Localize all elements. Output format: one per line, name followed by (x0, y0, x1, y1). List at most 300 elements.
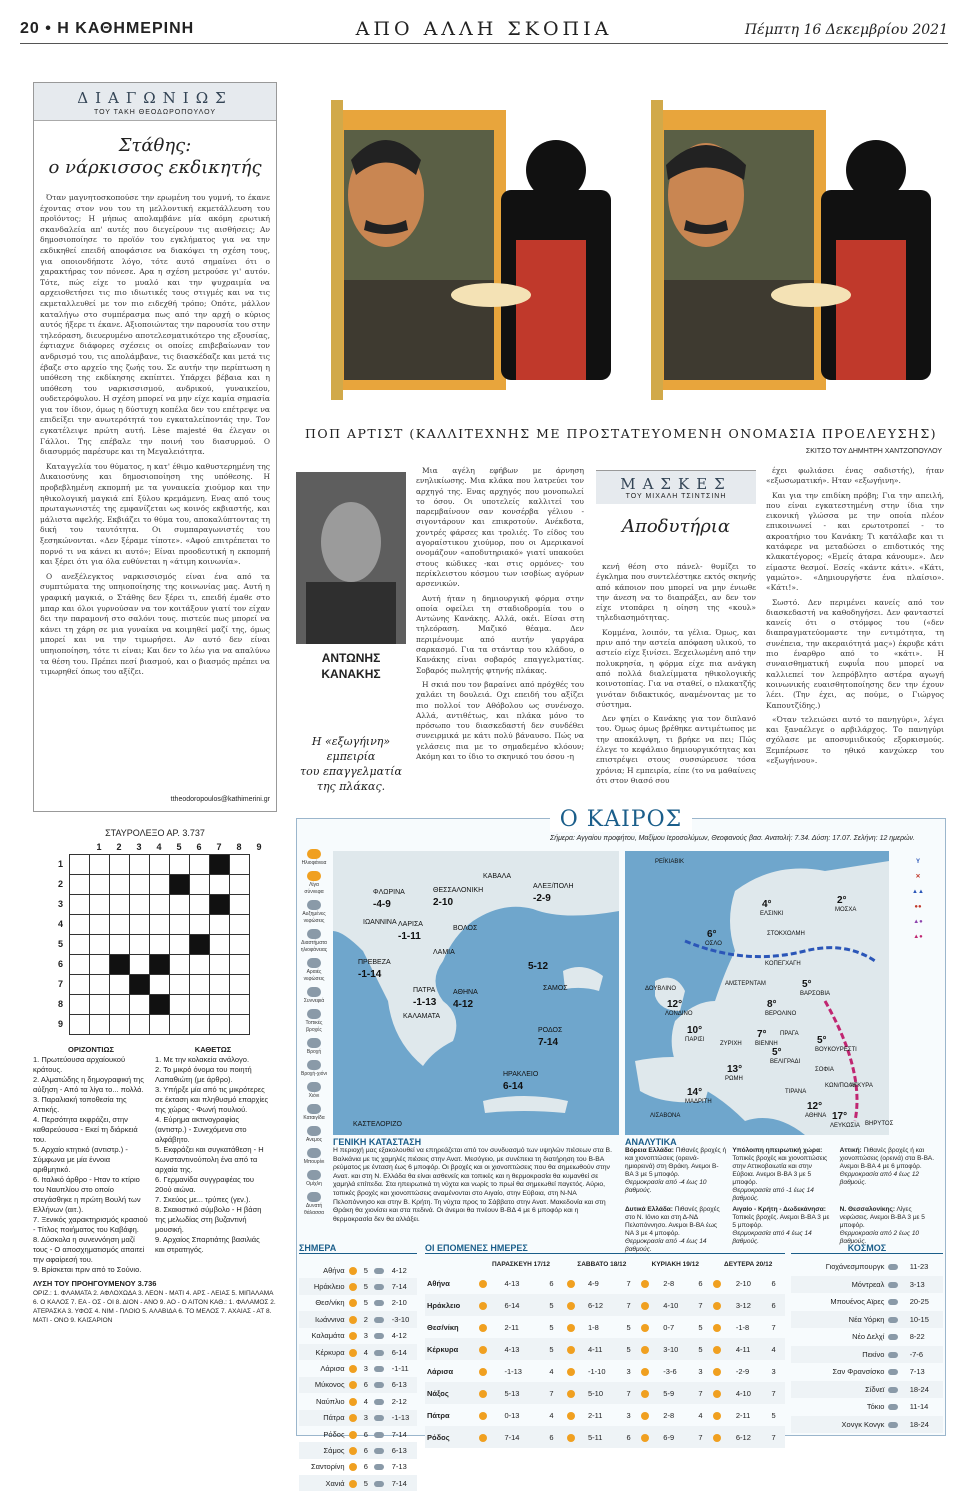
crossword-cell[interactable] (170, 995, 190, 1015)
table-row (299, 1459, 417, 1475)
map-city-label: ΑΘΗΝΑ (805, 1113, 827, 1119)
crossword-cell[interactable] (230, 975, 250, 995)
crossword-cell[interactable] (190, 935, 210, 955)
crossword-cell[interactable] (150, 935, 170, 955)
map-city-label: ΘΕΣΣΑΛΟΝΙΚΗ (433, 887, 484, 894)
crossword-cell[interactable] (190, 875, 210, 895)
crossword-cell[interactable] (90, 975, 110, 995)
legend-label: Ανεμος (305, 1137, 323, 1143)
crossword-cell[interactable] (150, 975, 170, 995)
crossword-cell[interactable] (130, 915, 150, 935)
weather-legend-right (895, 859, 941, 949)
city-name: Σαν Φρανσίσκο (832, 1367, 885, 1377)
crossword-cell[interactable] (190, 1015, 210, 1035)
temperature: 4-13 (504, 1344, 520, 1354)
table-row (791, 1363, 943, 1381)
temperature: 5-10 (588, 1388, 604, 1398)
city-name: Κέρκυρα (315, 1347, 345, 1357)
crossword-cell[interactable] (150, 855, 170, 875)
world-title: ΚΟΣΜΟΣ (791, 1243, 943, 1254)
sun-icon (567, 1412, 575, 1420)
world-table (791, 1243, 943, 1433)
city-name: Ηράκλειο (313, 1282, 345, 1292)
legend-item (299, 1082, 329, 1100)
weather-symbol-icon (307, 1126, 321, 1136)
crossword-cell[interactable] (170, 875, 190, 895)
article-column-1 (416, 466, 584, 812)
crossword-cell[interactable] (150, 895, 170, 915)
cloud-icon (374, 1350, 384, 1356)
wind-beaufort: 7 (549, 1388, 554, 1398)
crossword-cell[interactable] (130, 935, 150, 955)
temperature: 7-14 (391, 1429, 407, 1439)
map-city-label: ΜΑΔΡΙΤΗ (685, 1099, 712, 1105)
map-city-label: ΔΟΥΒΛΙΝΟ (645, 986, 677, 992)
crossword-clues (33, 1045, 277, 1275)
map-city-label: ΣΑΜΟΣ (543, 985, 568, 992)
general-conditions (333, 1137, 619, 1224)
legend-label: Ομίχλη (306, 1181, 322, 1187)
crossword-col-number: 4 (156, 842, 162, 852)
crossword-cell[interactable] (230, 895, 250, 915)
legend-label: Αυξημένες νεφώσεις (302, 911, 326, 924)
sun-icon (479, 1434, 487, 1442)
crossword-cell[interactable] (90, 1015, 110, 1035)
table-row (425, 1404, 785, 1426)
crossword-cell[interactable] (90, 955, 110, 975)
crossword-cell[interactable] (230, 995, 250, 1015)
legend-label: Λίγα σύννεφα (304, 882, 324, 895)
across-clue: 6. Ιταλικό άρθρο - Ηταν το κτίριο του Ναυπλίου στο οποίο στεγάσθηκε η πρώτη Βουλή των Ελλήνων (αιτ.). (33, 1175, 141, 1214)
city-name: Ρόδος (323, 1429, 345, 1439)
legend-item (299, 900, 329, 925)
wind-beaufort: 7 (771, 1322, 776, 1332)
crossword-cell[interactable] (130, 895, 150, 915)
crossword-cell[interactable] (110, 975, 130, 995)
crossword-row-number: 6 (57, 959, 63, 969)
map-city-label: ΒΗΡΥΤΟΣ (865, 1121, 894, 1127)
legend-item (299, 871, 329, 896)
legend-item (299, 849, 329, 867)
legend-item (299, 1060, 329, 1078)
crossword-cell[interactable] (130, 875, 150, 895)
wind-beaufort: 5 (363, 1265, 368, 1275)
crossword-col-number: 7 (216, 842, 222, 852)
weather-today-info: Σήμερα: Αγγαίου προφήτου, Μαξίμου Ιεροσολύμων, Θεοφανούς βασ. Ανατολή: 7.34. Δύση: 17.07. Σελήνη: 12 ημερών. (550, 835, 915, 842)
crossword-cell[interactable] (210, 875, 230, 895)
sun-icon (479, 1346, 487, 1354)
weather-symbol-icon (307, 1170, 321, 1180)
temperature: 20-25 (909, 1297, 929, 1307)
cloud-icon (374, 1284, 384, 1290)
crossword-cell[interactable] (70, 855, 90, 875)
analytic-region-desc: Τοπικές βροχές. Ανεμοι Β-ΒΑ 3 με 5 μποφόρ. (732, 1214, 830, 1229)
crossword-col-number: 2 (116, 842, 122, 852)
paragraph: Δεν ψηίει ο Κανάκης για τον διπλανό του. Όμως όμως βρέθηκε αντιμέτωπος με την αποκάλυψη, τι βρήκε να πει; Πώς έλεγε το κεφάλαιο δημιουργικότητας και επιστρέψει στους συσσώρευσε τόσα χρόνια; Η εμπειρία, είπε (το να μαθαίνεις ότι στον θιασό σου (596, 714, 756, 785)
map-city-temp: 2° (837, 895, 847, 906)
crossword-cell[interactable] (150, 995, 170, 1015)
city-name: Σίδνεϊ (865, 1384, 885, 1394)
crossword-cell[interactable] (150, 955, 170, 975)
wind-beaufort: 5 (771, 1410, 776, 1420)
wind-beaufort: 5 (626, 1344, 631, 1354)
temperature: 5-13 (504, 1388, 520, 1398)
high-pressure-icon: ✕ (915, 874, 921, 880)
sun-icon (349, 1299, 357, 1307)
sun-icon (349, 1332, 357, 1340)
weather-symbol-icon (307, 1104, 321, 1114)
temperature: 6-12 (588, 1300, 604, 1310)
analytic-region-temp: Θερμοκρασία από 4 έως 14 βαθμούς. (732, 1230, 812, 1245)
map-city-temp: 5° (772, 1047, 782, 1058)
paragraph: Κομμένα, λοιπόν, τα γέλια. Όμως, και πριν από την αστεία απόφαση υλικού, το αστείο είχε ξινίσει. Ξεχειλωμένη από την πολυκρησία, η φόρμα είχε πια ανάγκη από πολλά διαλείμματα ηθικολογικής κοινοτοπίας. Για να σταθεί, ο πλακατζής γινόταν διδακτικός, αναμένοντας με το σύστημα. (596, 627, 756, 709)
legend-label: Διαστήματα ηλιοφάνειας (300, 940, 328, 953)
temperature: 6-12 (735, 1432, 751, 1442)
analytic-region (625, 1147, 726, 1203)
crossword-cell[interactable] (210, 915, 230, 935)
map-city-temp: 7-14 (538, 1037, 559, 1048)
map-city-label: ΟΣΛΟ (705, 941, 722, 947)
prev-solution: ΟΡΙΖ.: 1. ΦΛΑΜΑΤΑ 2. ΑΦΛΟΧΩΔΑ 3. ΛΕΟΝ - ΜΑΤΙ 4. ΑΡΣ - ΛΕΙΑΣ 5. ΜΙΠΑΛΑΜΑ 6. Ο ΚΑΛΟΣ 7. ΕΑ - ΟΣ - ΟΙ 8. ΔΙΟΝ - ΑΝΟ 9. ΑΟ - Ο ΑΙΤΟΝ ΚΑΘ.: 1. ΦΑΛΑΜΟΣ 2. ΑΤΕΡΑΣΚΑ 3. ΥΦΟΣ 4. ΝΙΜ - ΠΛΟΙΟ 5. ΑΛΑΒΙΔΑ 6. ΤΟ ΜΕΛΟΣ 7. ΑΧΑΙΑΣ - ΑΤ 8. ΜΑΤΙ - ΟΝΟ 9. ΚΑΙΣΑΡΙΟΝ (33, 1290, 276, 1324)
crossword-cell[interactable] (190, 995, 210, 1015)
crossword-cell[interactable] (170, 855, 190, 875)
map-city-temp: 2-10 (433, 897, 454, 908)
analytic-region-name: Βόρεια Ελλάδα: (625, 1147, 674, 1154)
sun-icon (349, 1398, 357, 1406)
cartoon-title: ΠΟΠ ΑΡΤΙΣΤ (ΚΑΛΛΙΤΕΧΝΗΣ ΜΕ ΠΡΟΣΤΑΤΕΥΟΜΕΝΗ ΟΝΟΜΑΣΙΑ ΠΡΟΕΛΕΥΣΗΣ) (304, 426, 938, 441)
map-city-label: ΠΑΤΡΑ (413, 987, 436, 994)
cloud-icon (374, 1464, 384, 1470)
crossword-cell[interactable] (210, 1015, 230, 1035)
crossword-cell[interactable] (170, 975, 190, 995)
crossword-cell[interactable] (90, 915, 110, 935)
map-city-label: ΚΩΝ/ΠΟΛΗ (825, 1083, 857, 1089)
crossword-col-number: 1 (96, 842, 102, 852)
crossword-cell[interactable] (210, 895, 230, 915)
city-name: Ρόδος (427, 1432, 450, 1442)
crossword-row-number: 2 (57, 879, 63, 889)
crossword-cell[interactable] (110, 995, 130, 1015)
paragraph: Η σκιά που τον βαραίνει από πρόχθές του χαλάει τη δουλειά. Οχι επειδή του αξίζει πιο πολλοί τον Αθόβολου ως συνένοχο. Αλλά, αντιθέτως, και πλάκα μόνο το πρόσωπο του διασκεδαστή δεν συνδέθει συνειρμικά με κάτι πολύ βάναυσο. Πώς να γελάσεις πια με το σημαδεμένο κλόουν; Ακόμη και το ίδιο το σκηνικό του όσου -η (416, 679, 584, 762)
map-city-label: ΚΑΛΑΜΑΤΑ (403, 1013, 441, 1020)
crossword-cell[interactable] (110, 1015, 130, 1035)
crossword-cell[interactable] (150, 1015, 170, 1035)
down-clues (155, 1045, 271, 1275)
legend-item (299, 1009, 329, 1034)
crossword-cell[interactable] (230, 955, 250, 975)
crossword-cell[interactable] (70, 995, 90, 1015)
crossword-cell[interactable] (170, 915, 190, 935)
temperature: 0-13 (504, 1410, 520, 1420)
crossword-cell[interactable] (70, 875, 90, 895)
crossword-cell[interactable] (210, 935, 230, 955)
profile-photo (296, 472, 406, 644)
paragraph: «Όταν τελειώσει αυτό το πανηγύρι», λέγει και ξαναέλεγε ο αρβιλάρχος. Το πανηγύρι σχόλασε με αποσυμιιδικούς εξορκισμούς. Ξεμπέρωσε το ηθικό κανχώκερ του «εξωγήινου». (766, 714, 944, 766)
weather-title: Ο ΚΑΙΡΟΣ (550, 807, 692, 832)
crossword-cell[interactable] (190, 955, 210, 975)
paragraph: Σωστό. Δεν περιμένει κανείς από τον διασκεδαστή να καθοδηγήσει. Δεν φανταστεί κανείς ότι ο στόμφος του («δεν διαπραγματεύομαστε την εντιμότητα, τη συνέπεια, την ακεραιότητά μας») έκρυβε κάτι πιο έναρθρο από το «κάτι». Η συναισθηματική ευφυΐα που μπορεί να καλλιεπεί τον λεπρόβλητο αστέρα αγωγή κοινωνικής ευαισθητοποίησης δεν την έχουν λέει. (Την έχει, ας πούμε, ο Γιώργος Καπουτζίδης.) (766, 597, 944, 710)
sun-icon (479, 1412, 487, 1420)
map-city-label: ΠΡΕΒΕΖΑ (358, 959, 391, 966)
crossword-cell[interactable] (170, 955, 190, 975)
map-city-label: ΒΕΛΙΓΡΑΔΙ (770, 1059, 801, 1065)
crossword-cell[interactable] (70, 895, 90, 915)
temperature: -1-8 (735, 1322, 750, 1332)
temperature: 11-14 (909, 1402, 929, 1412)
city-name: Χονγκ Κονγκ (841, 1419, 885, 1429)
legend-label: Δυνατή θάλασσα (303, 1203, 325, 1216)
wind-beaufort: 3 (363, 1364, 368, 1374)
crossword-cell[interactable] (230, 855, 250, 875)
crossword-cell[interactable] (110, 915, 130, 935)
crossword-row-number: 1 (57, 859, 63, 869)
sun-icon (713, 1324, 721, 1332)
crossword-cell[interactable] (150, 915, 170, 935)
cloud-icon (374, 1432, 384, 1438)
table-row (791, 1276, 943, 1294)
crossword-row-number: 3 (57, 899, 63, 909)
crossword-cell[interactable] (130, 1015, 150, 1035)
table-row (791, 1398, 943, 1416)
sun-icon (713, 1346, 721, 1354)
sun-icon (641, 1368, 649, 1376)
temperature: 4-10 (663, 1300, 679, 1310)
legend-item (299, 1104, 329, 1122)
crossword-cell[interactable] (70, 935, 90, 955)
crossword-cell[interactable] (130, 955, 150, 975)
analytic-region-desc: Πιθανές βροχές ή και χιονοπτώσεις (ορεινά-ημιορεινά) στη Θράκη. Ανεμοι Β-ΒΑ 3 με 5 μποφόρ. (625, 1147, 727, 1178)
cloud-icon (888, 1334, 898, 1340)
weather-section (296, 807, 946, 1488)
crossword-cell[interactable] (130, 855, 150, 875)
crossword-cell[interactable] (70, 1015, 90, 1035)
crossword-cell[interactable] (130, 975, 150, 995)
crossword-cell[interactable] (210, 955, 230, 975)
today-title: ΣΗΜΕΡΑ (299, 1243, 417, 1254)
temperature: -1-13 (504, 1366, 522, 1376)
sun-icon (567, 1324, 575, 1332)
city-name: Σάμος (323, 1445, 345, 1455)
map-city-label: ΡΟΔΟΣ (538, 1027, 563, 1034)
table-row (425, 1316, 785, 1338)
cloud-icon (374, 1317, 384, 1323)
map-city-label: ΛΑΜΙΑ (433, 949, 455, 956)
sun-icon (349, 1447, 357, 1455)
table-row (791, 1258, 943, 1276)
cold-front-icon: ▲▲ (912, 889, 924, 895)
table-row (425, 1360, 785, 1382)
wind-beaufort: 7 (626, 1278, 631, 1288)
map-city-label: ΠΡΑΓΑ (780, 1031, 799, 1037)
weather-symbol-icon (307, 958, 321, 968)
crossword-cell[interactable] (90, 855, 110, 875)
down-clue: 8. Σκακιστικό σύμβολο - Η βάση της μελωδίας στη βυζαντινή μουσική. (155, 1205, 262, 1234)
sun-icon (567, 1368, 575, 1376)
across-title: ΟΡΙΖΟΝΤΙΩΣ (68, 1045, 114, 1054)
sun-icon (479, 1390, 487, 1398)
sun-icon (713, 1368, 721, 1376)
cloud-icon (888, 1387, 898, 1393)
across-clue: 4. Περσότητα εκφράζει, στην καθαρεύουσα - Εκεί τη διάρκειά του. (33, 1115, 138, 1144)
sun-icon (641, 1346, 649, 1354)
sun-icon (349, 1431, 357, 1439)
temperature: 2-8 (663, 1278, 675, 1288)
cloud-icon (374, 1382, 384, 1388)
crossword-cell[interactable] (90, 995, 110, 1015)
crossword-cell[interactable] (110, 855, 130, 875)
crossword-cell[interactable] (70, 955, 90, 975)
crossword-cell[interactable] (90, 895, 110, 915)
crossword-cell[interactable] (190, 975, 210, 995)
cloud-icon (888, 1369, 898, 1375)
sun-icon (641, 1302, 649, 1310)
city-name: Γιοχάνεσμπουργκ (825, 1262, 885, 1272)
legend-item (299, 1038, 329, 1056)
analytic-region-desc: Πιθανές βροχές ή και χιονοπτώσεις (ορεινά) στα Β-ΒΑ. Ανεμοι Β-ΒΑ 4 με 6 μποφόρ. (839, 1147, 935, 1170)
table-row (299, 1295, 417, 1311)
across-clue: 7. Ξενικός χαρακτηρισμός κρασιού - Τίτλος ποιήματος του Καβάφη. (33, 1215, 148, 1234)
table-row (299, 1475, 417, 1491)
map-city-label: ΑΜΣΤΕΡΝΤΑΜ (725, 981, 766, 987)
paragraph: έχει φωλιάσει ένας σαδιστής), ήταν «εξωσωματική». Ηταν «εξωγήινη». (766, 466, 944, 486)
cloud-icon (374, 1415, 384, 1421)
crossword-cell[interactable] (210, 975, 230, 995)
analytic-region-name: Ν. Θεσσαλονίκης: (839, 1206, 896, 1213)
temperature: 4-9 (588, 1278, 599, 1288)
article-body (34, 193, 276, 678)
city-name: Ναύπλιο (315, 1396, 345, 1406)
crossword-cell[interactable] (110, 895, 130, 915)
crossword-cell[interactable] (90, 935, 110, 955)
crossword-cell[interactable] (170, 1015, 190, 1035)
sun-icon (349, 1480, 357, 1488)
today-table (299, 1243, 417, 1491)
cloud-icon (374, 1268, 384, 1274)
temperature: 4-11 (735, 1344, 751, 1354)
crossword-col-number: 3 (136, 842, 142, 852)
map-city-temp: 13° (727, 1064, 743, 1075)
crossword-cell[interactable] (70, 975, 90, 995)
map-city-label: ΚΑΣΤΕΛΟΡΙΖΟ (353, 1121, 402, 1128)
crossword-cell[interactable] (90, 875, 110, 895)
crossword-cell[interactable] (190, 895, 210, 915)
temperature: 10-15 (909, 1314, 929, 1324)
crossword-cell[interactable] (210, 995, 230, 1015)
crossword-cell[interactable] (210, 855, 230, 875)
sun-icon (641, 1412, 649, 1420)
low-pressure-icon: Y (915, 859, 920, 865)
diagonios-header (34, 83, 276, 121)
down-clue: 4. Εύρημα ακτινογραφίας (αντιστρ.) - Συνεχόμενα στο αλφάβητο. (155, 1115, 247, 1144)
city-name: Νέα Υόρκη (848, 1314, 885, 1324)
wind-beaufort: 3 (771, 1366, 776, 1376)
map-city-label: ΑΛΕΞ/ΠΟΛΗ (533, 883, 574, 890)
temperature: 18-24 (909, 1384, 929, 1394)
temperature: 4-12 (391, 1265, 407, 1275)
crossword-cell[interactable] (230, 915, 250, 935)
sun-icon (349, 1463, 357, 1471)
crossword-cell[interactable] (110, 875, 130, 895)
crossword-cell[interactable] (110, 955, 130, 975)
general-title: ΓΕΝΙΚΗ ΚΑΤΑΣΤΑΣΗ (333, 1137, 422, 1147)
map-city-temp: 17° (832, 1111, 848, 1122)
analytic-title: ΑΝΑΛΥΤΙΚΑ (625, 1137, 677, 1147)
wind-beaufort: 5 (549, 1300, 554, 1310)
crossword-row-number: 5 (57, 939, 63, 949)
cloud-icon (888, 1264, 898, 1270)
sun-icon (567, 1346, 575, 1354)
wind-beaufort: 7 (626, 1388, 631, 1398)
wind-beaufort: 6 (363, 1429, 368, 1439)
analytic-region-name: Δυτικά Ελλάδα: (625, 1206, 673, 1213)
table-row (299, 1311, 417, 1327)
sun-icon (349, 1365, 357, 1373)
map-city-temp: -1-14 (358, 969, 382, 980)
legend-item (299, 1192, 329, 1217)
crossword-cell[interactable] (150, 875, 170, 895)
crossword-col-numbers (89, 842, 277, 852)
crossword-cell[interactable] (230, 935, 250, 955)
table-row (299, 1344, 417, 1360)
map-city-label: ΑΘΗΝΑ (453, 989, 478, 996)
crossword-cell[interactable] (230, 1015, 250, 1035)
wind-beaufort: 6 (771, 1300, 776, 1310)
temperature: 2-11 (504, 1322, 519, 1332)
map-city-label: ΒΕΡΟΛΙΝΟ (765, 1011, 797, 1017)
paragraph: Μια αγέλη εφήβων με άρνηση ενηλικίωσης. Μια κλάκα που λατρεύει τον αρχηγό της. Ενας αρχηγός που μονοπωλεί το όσου. Οι υποτελείς καλλιτεί του παρεμβαίνουν σαν κονσέρβα γέλιου - σιγοντάρουν και επικροτούν. Ανέκδοτα, χοντρές φάρσες και τρολιές. Το είδος του αγοραίστικου χιούμορ, που οι Αμερικανοί ονομάζουν «αποδυτηριακό» γιατί υπακούει στους κώδικες -και στις ορμόνες- του περίκλειστου κόσμου των ισοβίως αγόρων αρσενικών. (416, 466, 584, 589)
city-name: Λάρισα (320, 1364, 345, 1374)
legend-label: Μπουρίνι (303, 1159, 325, 1165)
wind-beaufort: 5 (698, 1322, 703, 1332)
wind-beaufort: 6 (771, 1278, 776, 1288)
map-city-temp: 5-12 (528, 961, 549, 972)
city-name: Ιωάννινα (315, 1314, 345, 1324)
crossword-cell[interactable] (170, 935, 190, 955)
day-header: ΣΑΒΒΑΤΟ 18/12 (577, 1260, 627, 1268)
crossword-cell[interactable] (190, 915, 210, 935)
down-clue: 9. Αρχαίος Σπαρτιάτης βασιλιάς και στρατηγός. (155, 1235, 260, 1254)
temperature: 7-14 (391, 1478, 407, 1488)
across-clue: 2. Αλματώδης η δημογραφική της αύξηση - Από τα λίγα το... πολλά. (33, 1075, 144, 1094)
legend-label: Τοπικές βροχές (305, 1020, 323, 1033)
crossword-cell[interactable] (130, 995, 150, 1015)
crossword-cell[interactable] (190, 855, 210, 875)
analytic-region-temp: Θερμοκρασία από 4 έως 12 βαθμούς. (839, 1171, 920, 1186)
table-row (791, 1328, 943, 1346)
europe-landmass (625, 851, 889, 1135)
article-column-3 (766, 466, 944, 812)
crossword-cell[interactable] (110, 935, 130, 955)
wind-beaufort: 2 (363, 1314, 368, 1324)
sun-icon (349, 1267, 357, 1275)
sun-icon (349, 1414, 357, 1422)
crossword-cell[interactable] (230, 875, 250, 895)
table-row (791, 1311, 943, 1329)
legend-label: Ηλιοφάνεια (301, 860, 327, 866)
down-clue: 6. Γερμανίδα συγγραφέας του 20ού αιώνα. (155, 1175, 254, 1194)
map-city-label: ΛΟΝΔΙΝΟ (665, 1011, 693, 1017)
weather-symbol-icon (307, 1148, 321, 1158)
temperature: 2-11 (588, 1410, 603, 1420)
temperature: 3-13 (909, 1279, 925, 1289)
wind-beaufort: 7 (626, 1300, 631, 1310)
analytic-region-temp: Θερμοκρασία από -4 έως 10 βαθμούς. (625, 1179, 707, 1194)
crossword-cell[interactable] (170, 895, 190, 915)
wind-beaufort: 6 (363, 1380, 368, 1390)
across-clue: 5. Αρχαίο κτητικό (αντιστρ.) - Σύμφωνα με μία έννοια αριθμητικό. (33, 1145, 128, 1174)
crossword-cell[interactable] (70, 915, 90, 935)
map-city-temp: 4° (762, 899, 772, 910)
